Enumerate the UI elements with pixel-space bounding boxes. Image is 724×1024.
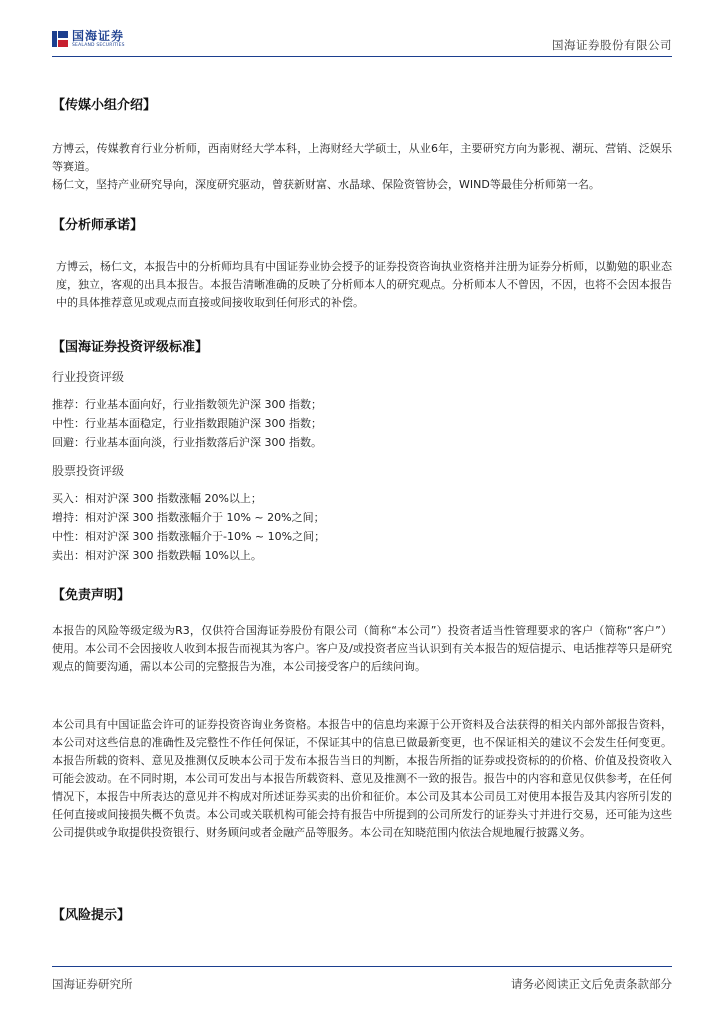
media-team-analyst-2: 杨仁文，坚持产业研究导向，深度研究驱动，曾获新财富、水晶球、保险资管协会，WIND等最佳分析师第一名。	[52, 178, 600, 191]
industry-rating-heading: 行业投资评级	[52, 370, 125, 384]
logo-english-name: SEALAND SECURITIES	[72, 43, 125, 48]
disclaimer-paragraph-2: 本公司具有中国证监会许可的证券投资咨询业务资格。本报告中的信息均来源于公开资料及合法获得的相关内部外部报告资料，本公司对这些信息的准确性及完整性不作任何保证，不保证其中的信息已做最新变更，也不保证相关的建议不会发生任何变更。本报告所载的资料、意见及推测仅反映本公司于发布本报告当日的判断，本报告所指的证券或投资标的的价格、价值及投资收入可能会波动。在不同时期，本公司可发出与本报告所载资料、意见及推测不一致的报告。报告中的内容和意见仅供参考，在任何情况下，本报告中所表达的意见并不构成对所述证券买卖的出价和征价。本公司及其本公司员工对使用本报告及其内容所引发的任何直接或间接损失概不负责。本公司或关联机构可能会持有报告中所提到的公司所发行的证券头寸并进行交易，还可能为这些公司提供或争取提供投资银行、财务顾问或者金融产品等服务。本公司在知晓范围内依法合规地履行披露义务。	[52, 718, 672, 839]
rating-standard-title: 【国海证券投资评级标准】	[52, 340, 209, 355]
stock-rating-overweight: 增持：相对沪深 300 指数涨幅介于 10% ~ 20%之间；	[52, 511, 325, 524]
company-name: 国海证券股份有限公司	[552, 38, 672, 52]
media-team-title: 【传媒小组介绍】	[52, 98, 157, 113]
page-header	[52, 28, 672, 56]
header-divider	[52, 56, 672, 57]
stock-rating-heading: 股票投资评级	[52, 464, 125, 478]
footer-disclaimer-note: 请务必阅读正文后免责条款部分	[511, 977, 672, 991]
sealand-logo	[52, 30, 125, 49]
industry-rating-recommend: 推荐：行业基本面向好，行业指数领先沪深 300 指数；	[52, 398, 322, 411]
industry-rating-neutral: 中性：行业基本面稳定，行业指数跟随沪深 300 指数；	[52, 417, 322, 430]
industry-rating-avoid: 回避：行业基本面向淡，行业指数落后沪深 300 指数。	[52, 436, 322, 449]
sealand-logo-icon	[52, 31, 68, 47]
logo-chinese-name: 国海证券	[72, 29, 125, 43]
analyst-pledge-title: 【分析师承诺】	[52, 218, 144, 233]
risk-warning-title: 【风险提示】	[52, 908, 131, 923]
stock-rating-sell: 卖出：相对沪深 300 指数跌幅 10%以上。	[52, 549, 262, 562]
footer-divider	[52, 966, 672, 967]
disclaimer-title: 【免责声明】	[52, 588, 131, 603]
footer-research-institute: 国海证券研究所	[52, 977, 133, 991]
disclaimer-paragraph-1: 本报告的风险等级定级为R3，仅供符合国海证券股份有限公司（简称“本公司”）投资者适当性管理要求的客户（简称“客户”）使用。本公司不会因接收人收到本报告而视其为客户。客户及/或投资者应当认识到有关本报告的短信提示、电话推荐等只是研究观点的简要沟通，需以本公司的完整报告为准，本公司接受客户的后续问询。	[52, 624, 672, 673]
stock-rating-buy: 买入：相对沪深 300 指数涨幅 20%以上；	[52, 492, 262, 505]
stock-rating-neutral: 中性：相对沪深 300 指数涨幅介于-10% ~ 10%之间；	[52, 530, 326, 543]
media-team-analyst-1: 方博云，传媒教育行业分析师，西南财经大学本科，上海财经大学硕士，从业6年，主要研究方向为影视、潮玩、营销、泛娱乐等赛道。	[52, 142, 672, 173]
analyst-pledge-text: 方博云，杨仁文，本报告中的分析师均具有中国证券业协会授予的证券投资咨询执业资格并注册为证券分析师，以勤勉的职业态度，独立，客观的出具本报告。本报告清晰准确的反映了分析师本人的研究观点。分析师本人不曾因，不因，也将不会因本报告中的具体推荐意见或观点而直接或间接收取到任何形式的补偿。	[56, 260, 672, 309]
